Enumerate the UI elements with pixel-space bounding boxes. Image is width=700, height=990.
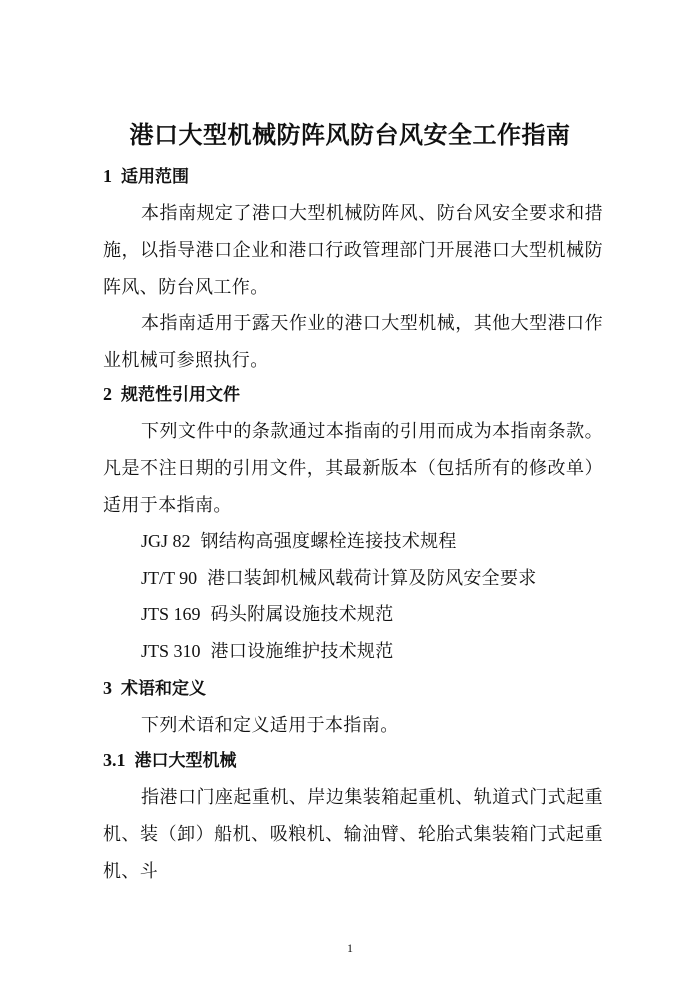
section-number: 3 bbox=[103, 678, 112, 698]
section-number: 1 bbox=[103, 166, 112, 186]
reference-item bbox=[141, 638, 394, 665]
page-number: 1 bbox=[347, 941, 353, 955]
reference-item bbox=[141, 565, 537, 592]
paragraph: 指港口门座起重机、岸边集装箱起重机、轨道式门式起重机、装（卸）船机、吸粮机、输油臂、轮胎式集装箱门式起重机、斗 bbox=[103, 787, 603, 882]
reference-title: 港口设施维护技术规范 bbox=[210, 641, 394, 662]
section-heading-2 bbox=[103, 382, 240, 407]
paragraph: 本指南适用于露天作业的港口大型机械，其他大型港口作业机械可参照执行。 bbox=[103, 313, 603, 371]
document-title: 港口大型机械防阵风防台风安全工作指南 bbox=[129, 121, 571, 149]
section-heading-3-1 bbox=[103, 748, 237, 773]
section-number: 2 bbox=[103, 384, 112, 404]
section-title: 规范性引用文件 bbox=[121, 385, 240, 405]
reference-code: JT/T 90 bbox=[141, 568, 198, 588]
section-title: 港口大型机械 bbox=[134, 751, 237, 771]
reference-item bbox=[141, 528, 457, 555]
paragraph: 本指南规定了港口大型机械防阵风、防台风安全要求和措施，以指导港口企业和港口行政管理部门开展港口大型机械防阵风、防台风工作。 bbox=[103, 203, 603, 298]
section-heading-1 bbox=[103, 164, 189, 189]
reference-code: JGJ 82 bbox=[141, 531, 191, 551]
paragraph: 下列文件中的条款通过本指南的引用而成为本指南条款。凡是不注日期的引用文件，其最新版本（包括所有的修改单）适用于本指南。 bbox=[103, 421, 603, 516]
section-title: 适用范围 bbox=[121, 167, 189, 187]
reference-item bbox=[141, 601, 394, 628]
paragraph: 下列术语和定义适用于本指南。 bbox=[141, 715, 399, 736]
section-number: 3.1 bbox=[103, 750, 126, 770]
section-title: 术语和定义 bbox=[121, 679, 206, 699]
reference-title: 码头附属设施技术规范 bbox=[210, 604, 394, 625]
reference-title: 钢结构高强度螺栓连接技术规程 bbox=[200, 531, 457, 552]
reference-code: JTS 310 bbox=[141, 641, 201, 661]
reference-code: JTS 169 bbox=[141, 604, 201, 624]
section-heading-3 bbox=[103, 676, 206, 701]
reference-title: 港口装卸机械风载荷计算及防风安全要求 bbox=[207, 568, 537, 589]
